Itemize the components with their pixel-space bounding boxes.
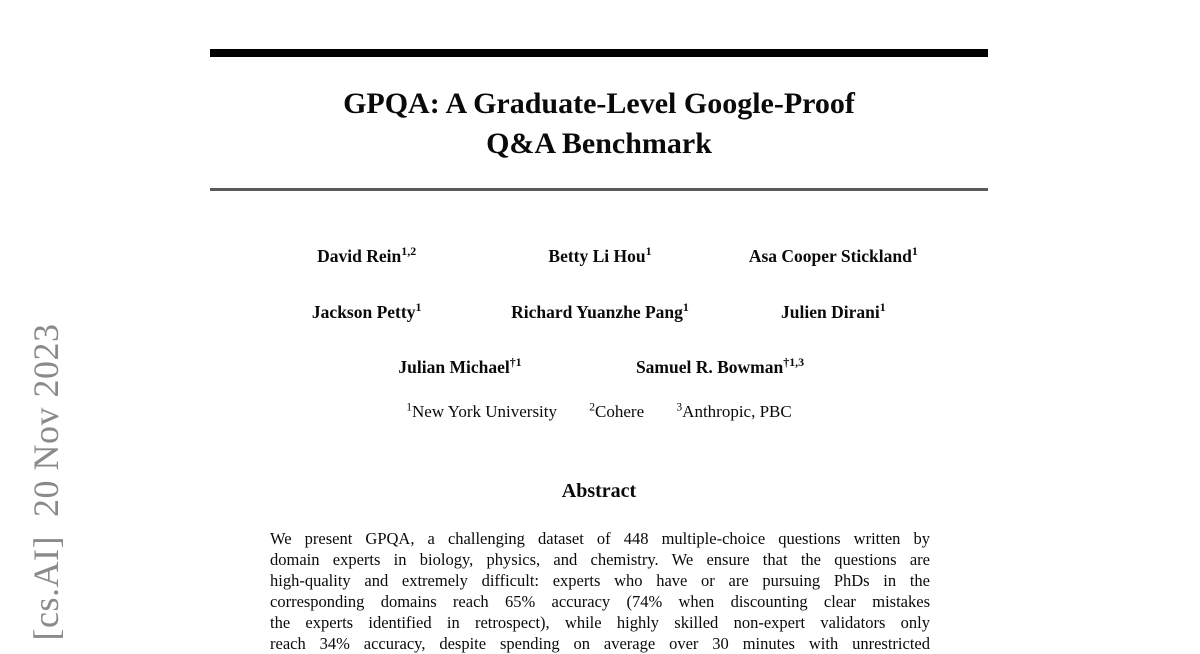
author-row-1 [250,246,950,267]
paper-title [210,84,988,164]
author-row-2 [250,302,950,323]
top-rule [210,49,988,57]
author-name: Julian Michael [398,357,510,377]
author-name: Richard Yuanzhe Pang [511,302,683,322]
author-name: David Rein [317,246,402,266]
paper-title-line2: Q&A Benchmark [486,127,712,160]
author [250,246,483,267]
author [717,302,950,323]
author-name: Asa Cooper Stickland [748,246,912,266]
affiliation-marker: 2 [589,400,596,414]
title-separator-rule [210,188,988,191]
author [590,357,850,378]
author-name: Betty Li Hou [548,246,646,266]
author-name: Samuel R. Bowman [635,357,784,377]
abstract-line: domain experts in biology, physics, and chemistry. We ensure that the questions are [270,550,930,569]
abstract-line: high-quality and extremely difficult: experts who have or are pursuing PhDs in the [270,571,930,590]
author-affiliation-marker: 1 [911,244,918,259]
paper-title-line1: GPQA: A Graduate-Level Google-Proof [343,87,855,120]
author-affiliation-marker: 1 [415,300,422,315]
author-affiliation-marker: 1 [879,300,886,315]
affiliation [406,402,557,421]
affiliation-marker: 3 [676,400,683,414]
affiliation-marker: 1 [406,400,413,414]
affiliation-label: Anthropic, PBC [682,402,792,421]
author-affiliation-marker: †1 [509,355,522,370]
author-affiliation-marker: †1,3 [783,355,805,370]
affiliation-label: New York University [412,402,558,421]
author-affiliation-marker: 1 [682,300,689,315]
abstract-line: We present GPQA, a challenging dataset of 448 multiple-choice questions written by [270,529,930,548]
abstract-line: reach 34% accuracy, despite spending on average over 30 minutes with unrestricted [270,634,930,653]
affiliation-label: Cohere [595,402,645,421]
abstract-body [270,528,930,654]
affiliation [676,402,791,421]
author-affiliation-marker: 1,2 [401,244,417,259]
author [483,302,716,323]
author [483,246,716,267]
author-row-3 [330,357,850,378]
abstract-heading: Abstract [561,480,637,502]
author-name: Julien Dirani [780,302,880,322]
abstract-line: corresponding domains reach 65% accuracy (74% when discounting clear mistakes [270,592,930,611]
author [330,357,590,378]
author [717,246,950,267]
affiliation [589,402,644,421]
author [250,302,483,323]
arxiv-watermark: [cs.AI] 20 Nov 2023 [26,323,66,641]
author-affiliation-marker: 1 [645,244,652,259]
abstract-line: the experts identified in retrospect), while highly skilled non-expert validators only [270,613,930,632]
affiliations-line [210,402,988,422]
author-name: Jackson Petty [311,302,416,322]
